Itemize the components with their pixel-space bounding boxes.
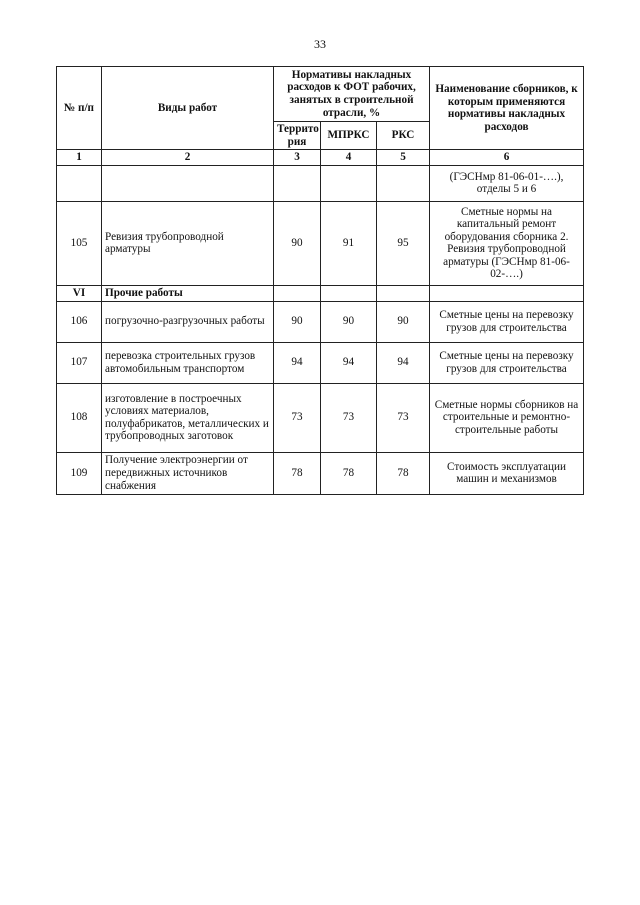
row-rks: 95	[377, 201, 430, 285]
row-num: 108	[57, 383, 102, 452]
row-rks: 73	[377, 383, 430, 452]
overhead-norms-table	[56, 66, 584, 495]
row-territory: 90	[274, 301, 321, 342]
header-territory: Террито рия	[274, 122, 321, 150]
row-collection: Сметные нормы сборников на строительные и ремонтно-строительные работы	[430, 383, 584, 452]
header-mprks: МПРКС	[321, 122, 377, 150]
header-rks: РКС	[377, 122, 430, 150]
row-work: изготовление в построечных условиях материалов, полуфабрикатов, металлических и трубопроводных заготовок	[102, 383, 274, 452]
row-collection: Стоимость эксплуатации машин и механизмов	[430, 452, 584, 494]
row-rks: 78	[377, 452, 430, 494]
row-rks: 94	[377, 342, 430, 383]
row-num	[57, 165, 102, 201]
row-territory: 73	[274, 383, 321, 452]
header-row	[57, 67, 584, 122]
row-work: Ревизия трубопроводной арматуры	[102, 201, 274, 285]
row-territory: 78	[274, 452, 321, 494]
row-collection	[430, 285, 584, 301]
table-row	[57, 165, 584, 201]
row-collection: Сметные нормы на капитальный ремонт оборудования сборника 2. Ревизия трубопроводной арматуры (ГЭСНмр 81-06-02-….)	[430, 201, 584, 285]
col-number-1: 1	[57, 150, 102, 166]
col-number-3: 3	[274, 150, 321, 166]
table-row	[57, 383, 584, 452]
row-mprks: 90	[321, 301, 377, 342]
row-rks: 90	[377, 301, 430, 342]
row-territory	[274, 165, 321, 201]
col-number-6: 6	[430, 150, 584, 166]
row-mprks	[321, 285, 377, 301]
row-work: Получение электроэнергии от передвижных источников снабжения	[102, 452, 274, 494]
table-row	[57, 342, 584, 383]
row-num: VI	[57, 285, 102, 301]
row-collection: (ГЭСНмр 81-06-01-….), отделы 5 и 6	[430, 165, 584, 201]
section-row	[57, 285, 584, 301]
row-work	[102, 165, 274, 201]
row-territory: 94	[274, 342, 321, 383]
row-rks	[377, 285, 430, 301]
row-mprks: 91	[321, 201, 377, 285]
row-mprks: 73	[321, 383, 377, 452]
row-mprks	[321, 165, 377, 201]
header-collections: Наименование сборников, к которым применяются нормативы накладных расходов	[430, 67, 584, 150]
row-mprks: 94	[321, 342, 377, 383]
table-row	[57, 301, 584, 342]
row-num: 106	[57, 301, 102, 342]
row-territory	[274, 285, 321, 301]
header-norms: Нормативы накладных расходов к ФОТ рабочих, занятых в строительной отрасли, %	[274, 67, 430, 122]
col-number-5: 5	[377, 150, 430, 166]
row-rks	[377, 165, 430, 201]
row-num: 105	[57, 201, 102, 285]
section-title: Прочие работы	[102, 285, 274, 301]
column-number-row	[57, 150, 584, 166]
col-number-2: 2	[102, 150, 274, 166]
table-row	[57, 201, 584, 285]
col-number-4: 4	[321, 150, 377, 166]
row-num: 107	[57, 342, 102, 383]
table-row	[57, 452, 584, 494]
row-collection: Сметные цены на перевозку грузов для строительства	[430, 342, 584, 383]
row-mprks: 78	[321, 452, 377, 494]
row-work: перевозка строительных грузов автомобильным транспортом	[102, 342, 274, 383]
header-num: № п/п	[57, 67, 102, 150]
row-num: 109	[57, 452, 102, 494]
page-number: 33	[314, 37, 326, 51]
header-work-types: Виды работ	[102, 67, 274, 150]
row-collection: Сметные цены на перевозку грузов для строительства	[430, 301, 584, 342]
row-territory: 90	[274, 201, 321, 285]
row-work: погрузочно-разгрузочных работы	[102, 301, 274, 342]
